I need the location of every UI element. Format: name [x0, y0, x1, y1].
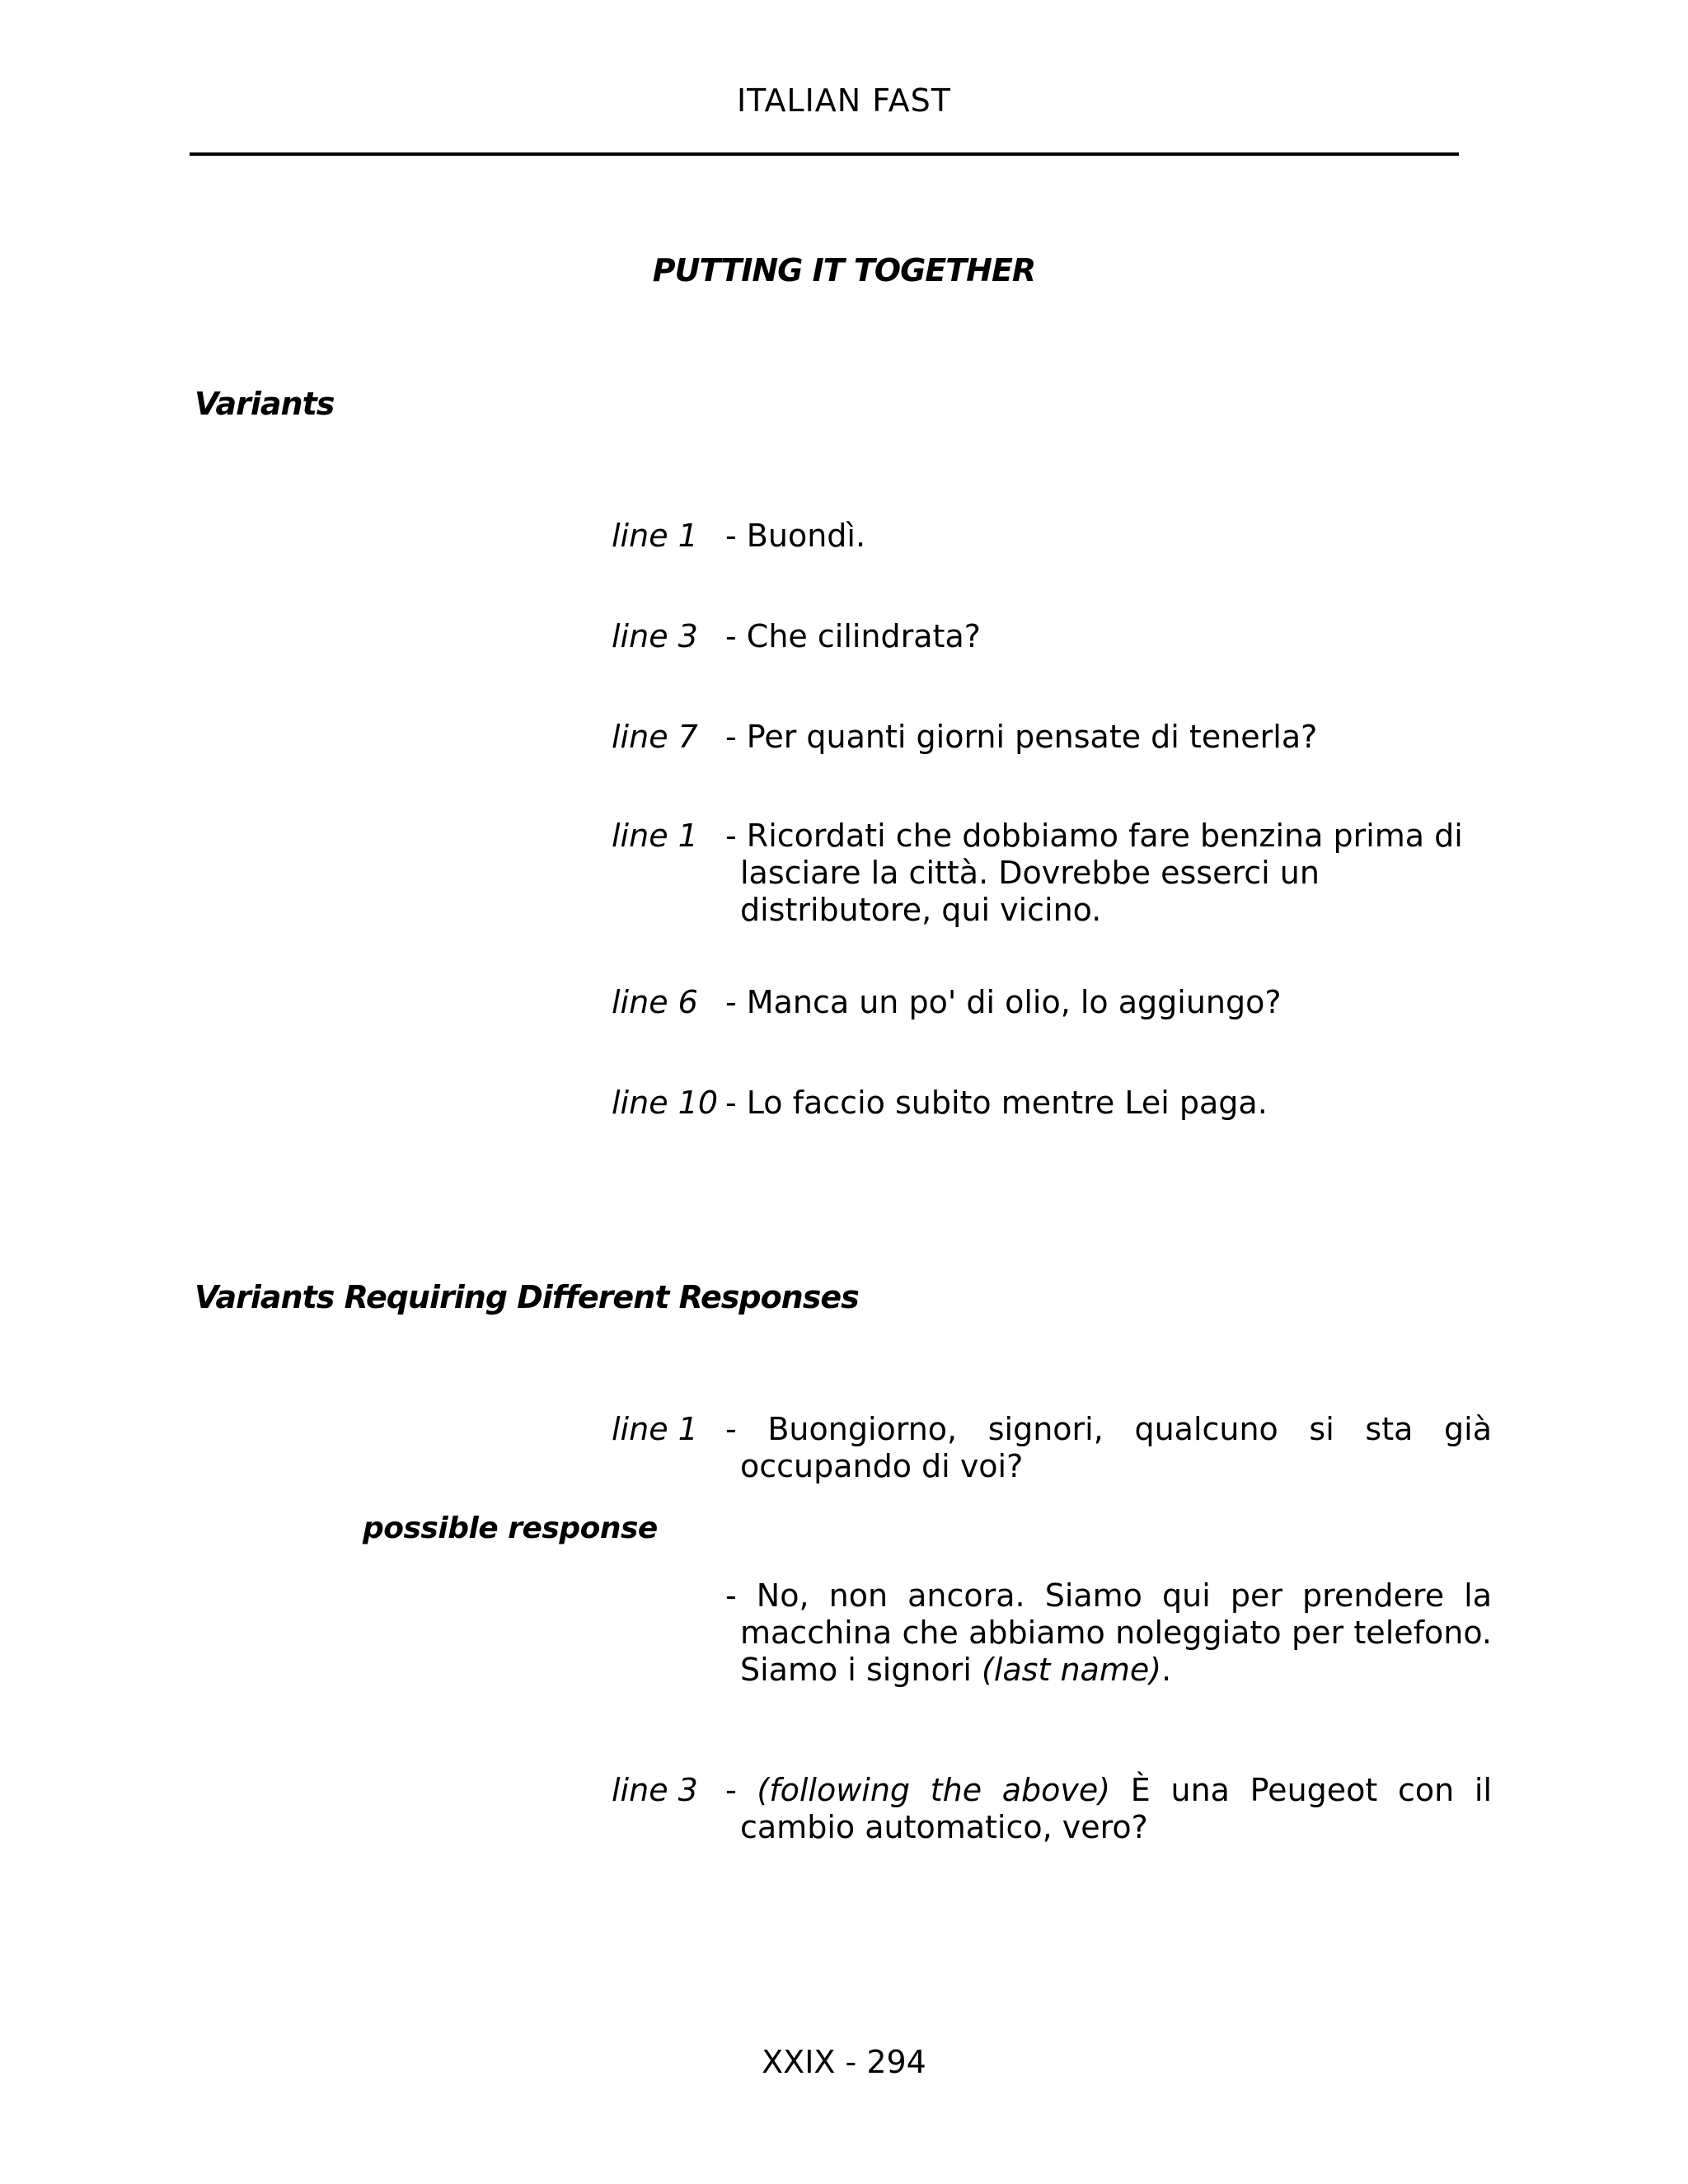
variant-label: line 6 — [612, 984, 698, 1020]
variant-text: - Buondì. — [725, 518, 866, 554]
variant-label: line 3 — [612, 1772, 698, 1808]
response-text-main: - No, non ancora. Siamo qui per prendere la macchina che abbiamo noleggiato per telefono. Siamo i signori — [725, 1577, 1492, 1688]
response-period: . — [1161, 1652, 1172, 1688]
variant-text: - Buongiorno, signori, qualcuno si sta già occupando di voi? — [725, 1411, 1492, 1484]
variant-label: line 7 — [612, 719, 698, 755]
variants-heading: Variants — [195, 386, 335, 422]
variant-note: (following the above) — [757, 1772, 1111, 1808]
variant-text: - Manca un po' di olio, lo aggiungo? — [725, 984, 1282, 1020]
variant-label: line 10 — [612, 1085, 719, 1121]
different-responses-heading: Variants Requiring Different Responses — [195, 1279, 859, 1315]
variant-text: - Lo faccio subito mentre Lei paga. — [725, 1085, 1268, 1121]
possible-response-label: possible response — [363, 1511, 658, 1545]
response-text — [725, 1577, 1492, 1689]
variant-label: line 1 — [612, 518, 698, 554]
variant-text-main: È una Peugeot con il cambio automatico, vero? — [740, 1772, 1492, 1845]
response-last-name: (last name) — [982, 1652, 1162, 1688]
variant-dash: - — [725, 1772, 757, 1808]
variant-label: line 3 — [612, 618, 698, 654]
variant-text: - Per quanti giorni pensate di tenerla? — [725, 719, 1318, 755]
section-title: PUTTING IT TOGETHER — [652, 252, 1036, 288]
variant-text: - Che cilindrata? — [725, 618, 981, 654]
page-number: XXIX - 294 — [762, 2044, 926, 2080]
variant-text — [725, 1772, 1492, 1846]
running-header: ITALIAN FAST — [736, 82, 952, 119]
variant-label: line 1 — [612, 1411, 698, 1447]
variant-text: - Ricordati che dobbiamo fare benzina prima di lasciare la città. Dovrebbe esserci un distributore, qui vicino. — [725, 818, 1463, 928]
header-rule — [190, 152, 1459, 156]
variant-label: line 1 — [612, 818, 698, 854]
